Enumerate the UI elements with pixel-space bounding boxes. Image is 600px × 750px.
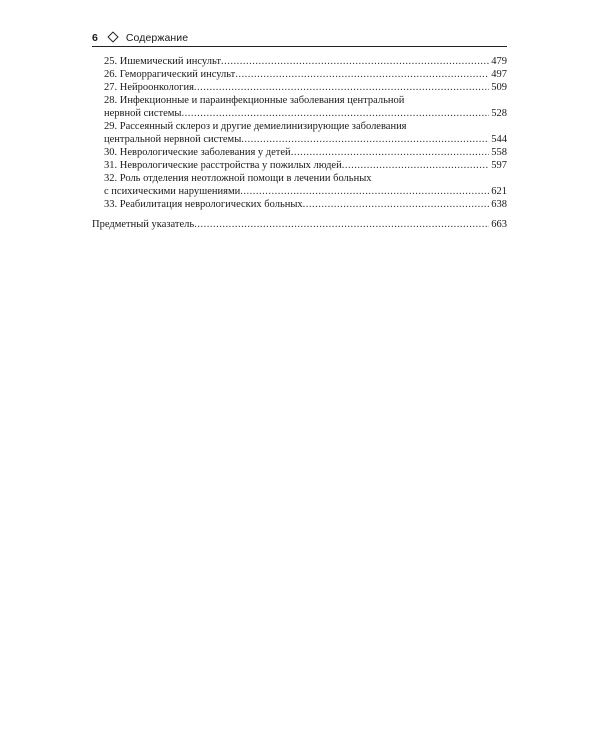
toc-page-number: 497: [491, 69, 507, 80]
table-of-contents: [92, 55, 507, 231]
toc-entry-title: 30. Неврологические заболевания у детей: [104, 147, 291, 158]
running-head: [92, 30, 507, 47]
toc-entry-title-continued: нервной системы: [104, 108, 182, 119]
toc-entry-29[interactable]: [92, 120, 507, 146]
section-title: Содержание: [125, 32, 189, 44]
dot-leader: [194, 81, 489, 94]
toc-page-number: 528: [491, 108, 507, 119]
dot-leader: [241, 133, 489, 146]
page-number: 6: [92, 32, 98, 44]
toc-entry-28[interactable]: [92, 94, 507, 120]
dot-leader: [291, 146, 490, 159]
dot-leader: [221, 55, 489, 68]
toc-page-number: 621: [491, 186, 507, 197]
dot-leader: [182, 107, 490, 120]
toc-entry-index[interactable]: [92, 218, 507, 231]
diamond-icon: [107, 31, 118, 42]
toc-entry-27[interactable]: [92, 81, 507, 94]
toc-entry-32[interactable]: [92, 172, 507, 198]
toc-entry-title: Предметный указатель: [92, 219, 195, 230]
toc-entry-26[interactable]: [92, 68, 507, 81]
toc-entry-title: 32. Роль отделения неотложной помощи в лечении больных: [104, 173, 372, 184]
toc-page-number: 663: [491, 219, 507, 230]
toc-entry-31[interactable]: [92, 159, 507, 172]
toc-entry-title: 33. Реабилитация неврологических больных: [104, 199, 303, 210]
toc-page-number: 638: [491, 199, 507, 210]
toc-entry-title-continued: с психическими нарушениями: [104, 186, 241, 197]
toc-page-number: 509: [491, 82, 507, 93]
toc-entry-title-continued: центральной нервной системы: [104, 134, 242, 145]
toc-entry-25[interactable]: [92, 55, 507, 68]
toc-entry-30[interactable]: [92, 146, 507, 159]
toc-entry-title: 29. Рассеянный склероз и другие демиелинизирующие заболевания: [104, 121, 407, 132]
toc-page-number: 544: [491, 134, 507, 145]
toc-page-number: 558: [491, 147, 507, 158]
toc-entry-title: 26. Геморрагический инсульт: [104, 69, 236, 80]
dot-leader: [194, 218, 489, 231]
toc-entry-33[interactable]: [92, 198, 507, 211]
toc-page-number: 479: [491, 56, 507, 67]
dot-leader: [240, 185, 489, 198]
dot-leader: [303, 198, 490, 211]
toc-page-number: 597: [491, 160, 507, 171]
toc-entry-title: 27. Нейроонкология: [104, 82, 194, 93]
dot-leader: [342, 159, 490, 172]
toc-entry-title: 31. Неврологические расстройства у пожилых людей: [104, 160, 342, 171]
toc-entry-title: 25. Ишемический инсульт: [104, 56, 221, 67]
dot-leader: [235, 68, 489, 81]
toc-entry-title: 28. Инфекционные и параинфекционные заболевания центральной: [104, 95, 405, 106]
